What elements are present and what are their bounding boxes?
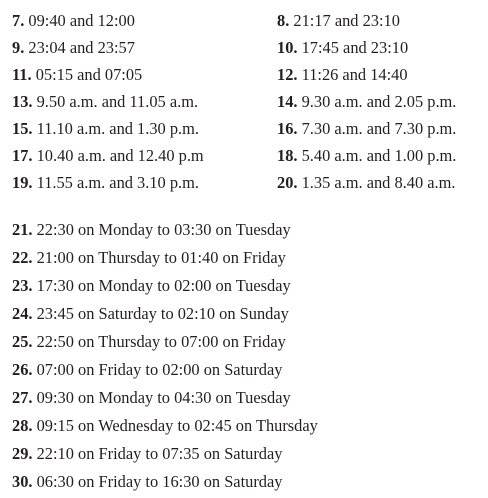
item-7	[12, 7, 135, 34]
item-text: 10.40 a.m. and 12.40 p.m	[36, 146, 204, 165]
item-number: 22.	[12, 248, 33, 267]
item-text: 7.30 a.m. and 7.30 p.m.	[301, 119, 457, 138]
item-24	[12, 300, 289, 327]
item-18	[277, 142, 456, 169]
item-text: 22:30 on Monday to 03:30 on Tuesday	[36, 220, 291, 239]
item-8	[277, 7, 400, 34]
item-text: 07:00 on Friday to 02:00 on Saturday	[36, 360, 283, 379]
item-text: 23:45 on Saturday to 02:10 on Sunday	[36, 304, 289, 323]
item-12	[277, 61, 408, 88]
item-number: 11.	[12, 65, 32, 84]
item-26	[12, 356, 282, 383]
item-number: 18.	[277, 146, 298, 165]
item-text: 11.55 a.m. and 3.10 p.m.	[36, 173, 199, 192]
item-text: 1.35 a.m. and 8.40 a.m.	[301, 173, 456, 192]
item-number: 28.	[12, 416, 33, 435]
item-14	[277, 88, 456, 115]
item-22	[12, 244, 286, 271]
item-number: 12.	[277, 65, 298, 84]
item-25	[12, 328, 286, 355]
item-text: 22:10 on Friday to 07:35 on Saturday	[36, 444, 283, 463]
item-19	[12, 169, 199, 196]
item-number: 27.	[12, 388, 33, 407]
item-10	[277, 34, 408, 61]
item-number: 7.	[12, 11, 25, 30]
item-number: 20.	[277, 173, 298, 192]
item-number: 10.	[277, 38, 298, 57]
item-number: 24.	[12, 304, 33, 323]
item-text: 23:04 and 23:57	[28, 38, 135, 57]
item-text: 11:26 and 14:40	[301, 65, 408, 84]
item-number: 29.	[12, 444, 33, 463]
item-16	[277, 115, 456, 142]
item-15	[12, 115, 199, 142]
item-number: 8.	[277, 11, 290, 30]
item-text: 5.40 a.m. and 1.00 p.m.	[301, 146, 457, 165]
item-text: 11.10 a.m. and 1.30 p.m.	[36, 119, 199, 138]
item-text: 21:00 on Thursday to 01:40 on Friday	[36, 248, 286, 267]
item-20	[277, 169, 455, 196]
item-27	[12, 384, 291, 411]
item-text: 9.50 a.m. and 11.05 a.m.	[36, 92, 199, 111]
item-number: 14.	[277, 92, 298, 111]
item-number: 16.	[277, 119, 298, 138]
item-number: 23.	[12, 276, 33, 295]
item-11	[12, 61, 142, 88]
item-number: 15.	[12, 119, 33, 138]
item-number: 21.	[12, 220, 33, 239]
item-17	[12, 142, 204, 169]
item-text: 09:15 on Wednesday to 02:45 on Thursday	[36, 416, 318, 435]
item-text: 21:17 and 23:10	[293, 11, 400, 30]
item-9	[12, 34, 135, 61]
item-number: 30.	[12, 472, 33, 491]
item-number: 19.	[12, 173, 33, 192]
item-21	[12, 216, 291, 243]
item-text: 05:15 and 07:05	[35, 65, 143, 84]
item-number: 13.	[12, 92, 33, 111]
item-text: 17:45 and 23:10	[301, 38, 409, 57]
item-30	[12, 468, 282, 495]
item-29	[12, 440, 282, 467]
item-number: 25.	[12, 332, 33, 351]
item-text: 22:50 on Thursday to 07:00 on Friday	[36, 332, 286, 351]
item-text: 09:40 and 12:00	[28, 11, 135, 30]
item-text: 06:30 on Friday to 16:30 on Saturday	[36, 472, 283, 491]
item-number: 17.	[12, 146, 33, 165]
item-number: 26.	[12, 360, 33, 379]
item-13	[12, 88, 198, 115]
item-text: 09:30 on Monday to 04:30 on Tuesday	[36, 388, 291, 407]
item-text: 9.30 a.m. and 2.05 p.m.	[301, 92, 457, 111]
item-23	[12, 272, 291, 299]
item-28	[12, 412, 318, 439]
item-text: 17:30 on Monday to 02:00 on Tuesday	[36, 276, 291, 295]
item-number: 9.	[12, 38, 25, 57]
